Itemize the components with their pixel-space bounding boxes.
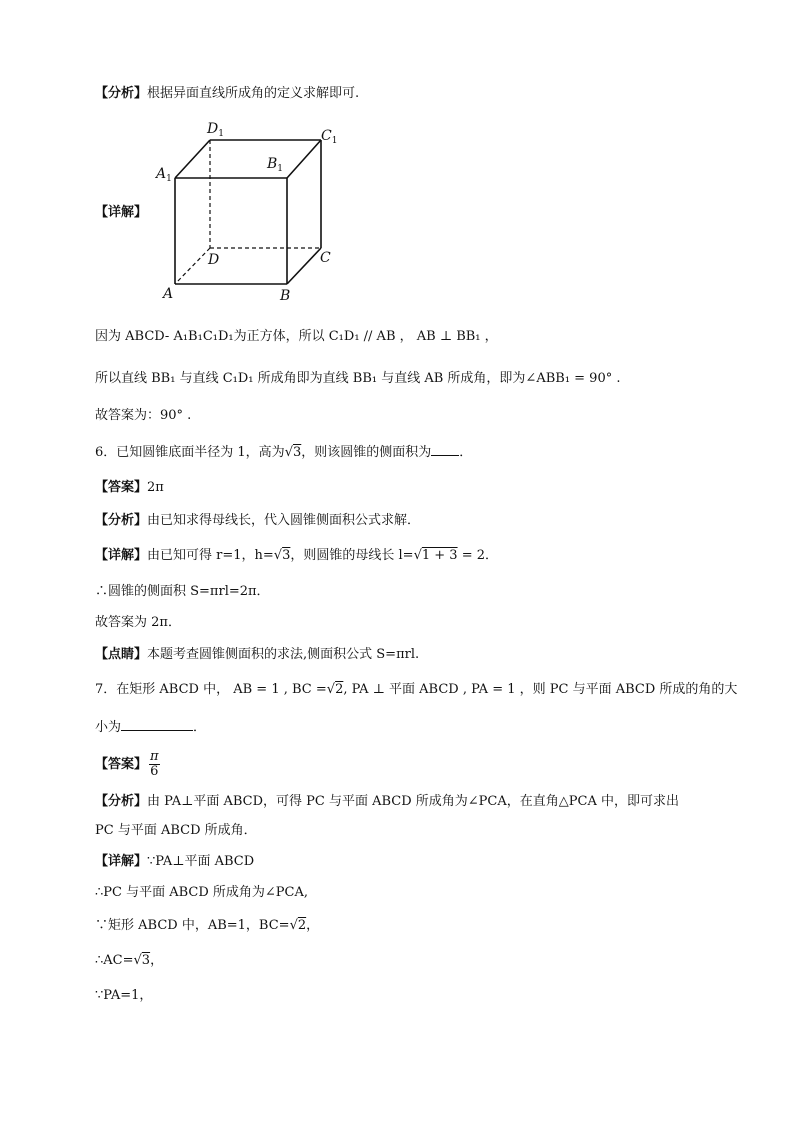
q6-answer: 【答案】2π <box>95 480 164 495</box>
label-d1: $D_1$ <box>207 121 224 139</box>
q6-question: 6．已知圆锥底面半径为 1，高为√3，则该圆锥的侧面积为 ． <box>95 445 473 460</box>
edge-da-hidden <box>175 248 210 284</box>
analysis-text: 根据异面直线所成角的定义求解即可. <box>147 86 360 101</box>
sqrt: √3 <box>284 445 302 460</box>
label-a: A <box>163 286 174 302</box>
q7-analysis-l1: 【分析】由 PA⊥平面 ABCD，可得 PC 与平面 ABCD 所成角为∠PCA，在直角△PCA 中，即可求出 <box>95 794 679 809</box>
detail-tag: 【详解】 <box>95 205 148 220</box>
q7-detail-l2: ∴PC 与平面 ABCD 所成角为∠PCA, <box>95 885 309 900</box>
q7-question-l1: 7．在矩形 ABCD 中， AB = 1 , BC =√2, PA ⊥ 平面 ABCD , PA = 1 ，则 PC 与平面 ABCD 所成的角的大 <box>95 682 738 697</box>
q7-detail-l5: ∵PA=1， <box>95 988 153 1003</box>
fraction: $\frac{\pi}{6}$ <box>150 749 159 779</box>
answer-blank <box>431 443 459 456</box>
q7-question-l2: 小为 ． <box>95 720 207 735</box>
label-c1: $C_1$ <box>321 128 338 146</box>
q6-area: ∴圆锥的侧面积 S=πrl=2π． <box>95 584 270 599</box>
q5-answer: 故答案为：90° . <box>95 408 192 423</box>
sqrt: √2 <box>326 682 344 697</box>
q5-analysis <box>95 84 359 104</box>
q6-final: 故答案为 2π． <box>95 615 181 630</box>
label-b: B <box>280 288 291 304</box>
sqrt: √3 <box>273 548 291 563</box>
q6-comment: 【点睛】本题考查圆锥侧面积的求法,侧面积公式 S=πrl. <box>95 647 420 662</box>
sqrt: √1 + 3 <box>413 548 458 563</box>
q5-detail-tag-line <box>95 203 147 223</box>
analysis-tag: 【分析】 <box>95 86 148 101</box>
edge-c1b1 <box>287 140 321 178</box>
label-c: C <box>320 250 331 266</box>
label-b1: $B_1$ <box>267 156 284 174</box>
cube-diagram <box>150 116 360 308</box>
q7-detail-l3: ∵矩形 ABCD 中，AB=1，BC=√2， <box>95 918 320 933</box>
q7-answer: 【答案】 $\frac{\pi}{6}$ <box>95 749 159 779</box>
q7-detail-l1: 【详解】∵PA⊥平面 ABCD <box>95 854 255 869</box>
label-d: D <box>208 252 220 268</box>
q6-analysis: 【分析】由已知求得母线长，代入圆锥侧面积公式求解． <box>95 513 421 528</box>
answer-blank <box>121 718 193 731</box>
label-a1: $A_1$ <box>156 166 172 184</box>
q6-detail: 【详解】由已知可得 r=1，h=√3，则圆锥的母线长 l=√1 + 3 = 2． <box>95 548 498 563</box>
q7-analysis-l2: PC 与平面 ABCD 所成角． <box>95 823 257 838</box>
q5-line1: 因为 ABCD- A₁B₁C₁D₁为正方体，所以 C₁D₁ // AB ， AB ⊥ BB₁ ， <box>95 329 498 344</box>
q5-line2: 所以直线 BB₁ 与直线 C₁D₁ 所成角即为直线 BB₁ 与直线 AB 所成角，即为∠ABB₁ = 90° . <box>95 371 621 386</box>
sqrt: √3 <box>133 953 151 968</box>
edge-cb <box>287 248 321 284</box>
sqrt: √2 <box>289 918 307 933</box>
edge-a1d1 <box>175 140 210 178</box>
q7-detail-l4: ∴AC=√3， <box>95 953 164 968</box>
